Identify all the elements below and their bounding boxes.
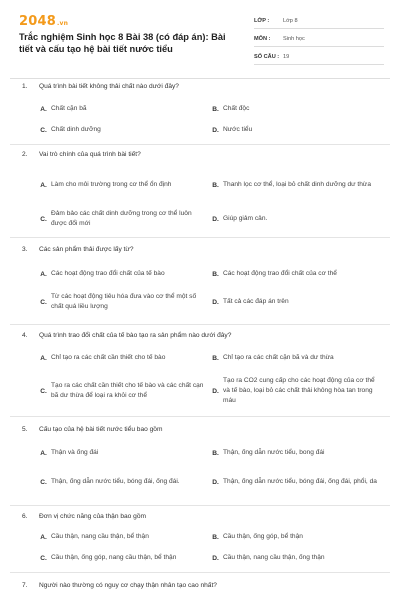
option-text: Chất cặn bã: [51, 105, 87, 112]
question-1: [10, 80, 390, 145]
question-number: 4.: [22, 332, 28, 339]
option-d[interactable]: [208, 470, 380, 494]
option-text: Thận, ống dẫn nước tiểu, bong đái: [223, 449, 325, 456]
option-letter: B.: [212, 270, 219, 278]
question-prompt: Cấu tạo của hệ bài tiết nước tiểu bao gồm: [39, 426, 163, 433]
meta-grade-label: LỚP :: [254, 18, 270, 24]
option-text: Cầu thận, nang cầu thận, bể thận: [51, 533, 149, 540]
option-b[interactable]: [208, 266, 380, 282]
option-b[interactable]: [208, 101, 378, 117]
option-c[interactable]: [36, 374, 208, 408]
option-text: Chỉ tạo ra các chất cần thiết cho tế bào: [51, 354, 166, 361]
question-text: [22, 83, 179, 90]
option-letter: D.: [212, 215, 219, 223]
option-text: Chất dinh dưỡng: [51, 126, 101, 133]
meta-count-label: SỐ CÂU :: [254, 54, 280, 60]
header-divider: [10, 78, 390, 79]
option-letter: B.: [212, 181, 219, 189]
option-text: Chất độc: [223, 105, 250, 112]
option-letter: A.: [40, 533, 47, 541]
option-letter: A.: [40, 354, 47, 362]
question-number: 7.: [22, 582, 28, 589]
option-b[interactable]: [208, 173, 380, 197]
option-text: Làm cho môi trường trong cơ thể ổn định: [51, 181, 172, 188]
question-text: [22, 332, 231, 339]
question-number: 6.: [22, 513, 28, 520]
meta-subject: [254, 32, 384, 47]
question-4: [10, 325, 390, 417]
option-d[interactable]: [208, 122, 378, 138]
option-a[interactable]: [36, 529, 208, 545]
question-text: [22, 151, 141, 158]
option-letter: B.: [212, 105, 219, 113]
option-letter: D.: [212, 298, 219, 306]
question-number: 2.: [22, 151, 28, 158]
quiz-meta: [254, 14, 384, 68]
option-letter: A.: [40, 105, 47, 113]
meta-grade: [254, 14, 384, 29]
option-d[interactable]: [208, 294, 378, 310]
site-logo[interactable]: [19, 14, 68, 29]
option-c[interactable]: [36, 122, 206, 138]
option-text: Tất cả các đáp án trên: [223, 298, 289, 305]
question-prompt: Các sản phẩm thải được lấy từ?: [39, 246, 134, 253]
option-letter: D.: [212, 478, 219, 486]
option-text: Thận, ống dẫn nước tiểu, bóng đái, ống đái, phổi, da: [223, 478, 377, 485]
option-text: Cầu thận, ống góp, nang cầu thận, bể thận: [51, 554, 177, 561]
question-text: [22, 426, 162, 433]
option-text: Chỉ tạo ra các chất cặn bã và dư thừa: [223, 354, 334, 361]
question-prompt: Quá trình bài tiết không thải chất nào dưới đây?: [39, 83, 179, 90]
question-6: [10, 506, 390, 573]
option-c[interactable]: [36, 550, 208, 566]
option-letter: B.: [212, 449, 219, 457]
option-a[interactable]: [36, 445, 206, 461]
question-prompt: Người nào thường có nguy cơ chạy thận nhân tạo cao nhất?: [39, 582, 217, 589]
question-text: [22, 513, 146, 520]
option-b[interactable]: [208, 529, 380, 545]
option-a[interactable]: [36, 101, 206, 117]
option-text: Cầu thận, ống góp, bể thận: [223, 533, 303, 540]
option-a[interactable]: [36, 173, 216, 197]
option-letter: B.: [212, 354, 219, 362]
option-text: Nước tiểu: [223, 126, 253, 133]
option-c[interactable]: [36, 207, 206, 231]
meta-count-value: 19: [283, 54, 290, 60]
question-number: 1.: [22, 83, 28, 90]
option-letter: A.: [40, 270, 47, 278]
question-number: 3.: [22, 246, 28, 253]
logo-suffix: .vn: [56, 20, 69, 27]
option-text: Từ các hoạt động tiêu hóa đưa vào cơ thể một số chất quá liều lượng: [51, 293, 197, 310]
option-letter: B.: [212, 533, 219, 541]
option-d[interactable]: [208, 374, 380, 408]
option-letter: C.: [40, 215, 47, 223]
option-c[interactable]: [36, 470, 206, 494]
question-7: [10, 573, 390, 600]
option-text: Thận, ống dẫn nước tiểu, bóng đái, ống đái.: [51, 478, 180, 485]
option-letter: D.: [212, 126, 219, 134]
question-number: 5.: [22, 426, 28, 433]
option-letter: C.: [40, 387, 47, 395]
option-letter: D.: [212, 554, 219, 562]
meta-subject-label: MÔN :: [254, 36, 271, 42]
option-letter: C.: [40, 298, 47, 306]
option-letter: A.: [40, 181, 47, 189]
question-prompt: Đơn vị chức năng của thận bao gồm: [39, 513, 146, 520]
option-c[interactable]: [36, 290, 206, 314]
question-prompt: Vai trò chính của quá trình bài tiết?: [39, 151, 141, 158]
option-b[interactable]: [208, 445, 380, 461]
logo-text: 2048: [19, 14, 56, 29]
option-text: Cầu thận, nang cầu thận, ống thận: [223, 554, 325, 561]
meta-grade-value: Lớp 8: [283, 18, 298, 24]
option-a[interactable]: [36, 266, 206, 282]
option-letter: C.: [40, 554, 47, 562]
option-text: Đảm bảo các chất dinh dưỡng trong cơ thể luôn được đổi mới: [51, 210, 192, 227]
option-letter: D.: [212, 387, 219, 395]
option-letter: C.: [40, 126, 47, 134]
page-title: Trắc nghiệm Sinh học 8 Bài 38 (có đáp án): Bài tiết và cấu tạo hệ bài tiết nước tiểu: [19, 32, 226, 54]
question-text: [22, 246, 134, 253]
question-prompt: Quá trình trao đổi chất của tế bào tạo ra sản phẩm nào dưới đây?: [39, 332, 232, 339]
meta-count: [254, 50, 384, 65]
option-text: Thận và ống đái: [51, 449, 99, 456]
option-b[interactable]: [208, 350, 380, 366]
question-5: [10, 417, 390, 506]
question-2: [10, 145, 390, 238]
option-d[interactable]: [208, 207, 378, 231]
option-letter: C.: [40, 478, 47, 486]
option-text: Giúp giảm cân.: [223, 215, 268, 222]
option-text: Tạo ra các chất cần thiết cho tế bào và các chất cạn bã dư thừa để loại ra khỏi cơ thể: [51, 382, 204, 399]
option-text: Các hoạt động trao đổi chất của tế bào: [51, 270, 165, 277]
option-d[interactable]: [208, 550, 380, 566]
question-text: [22, 582, 217, 589]
page-header: [0, 0, 400, 80]
option-text: Các hoạt động trao đổi chất của cơ thể: [223, 270, 337, 277]
meta-subject-value: Sinh học: [283, 36, 305, 42]
question-3: [10, 238, 390, 325]
option-text: Tạo ra CO2 cung cấp cho các hoạt động của cơ thể và tế bào, loại bỏ các chất thải không hòa tan trong máu: [223, 377, 375, 404]
option-a[interactable]: [36, 350, 208, 366]
option-text: Thanh lọc cơ thể, loại bỏ chất dinh dưỡng dư thừa: [223, 181, 371, 188]
option-letter: A.: [40, 449, 47, 457]
